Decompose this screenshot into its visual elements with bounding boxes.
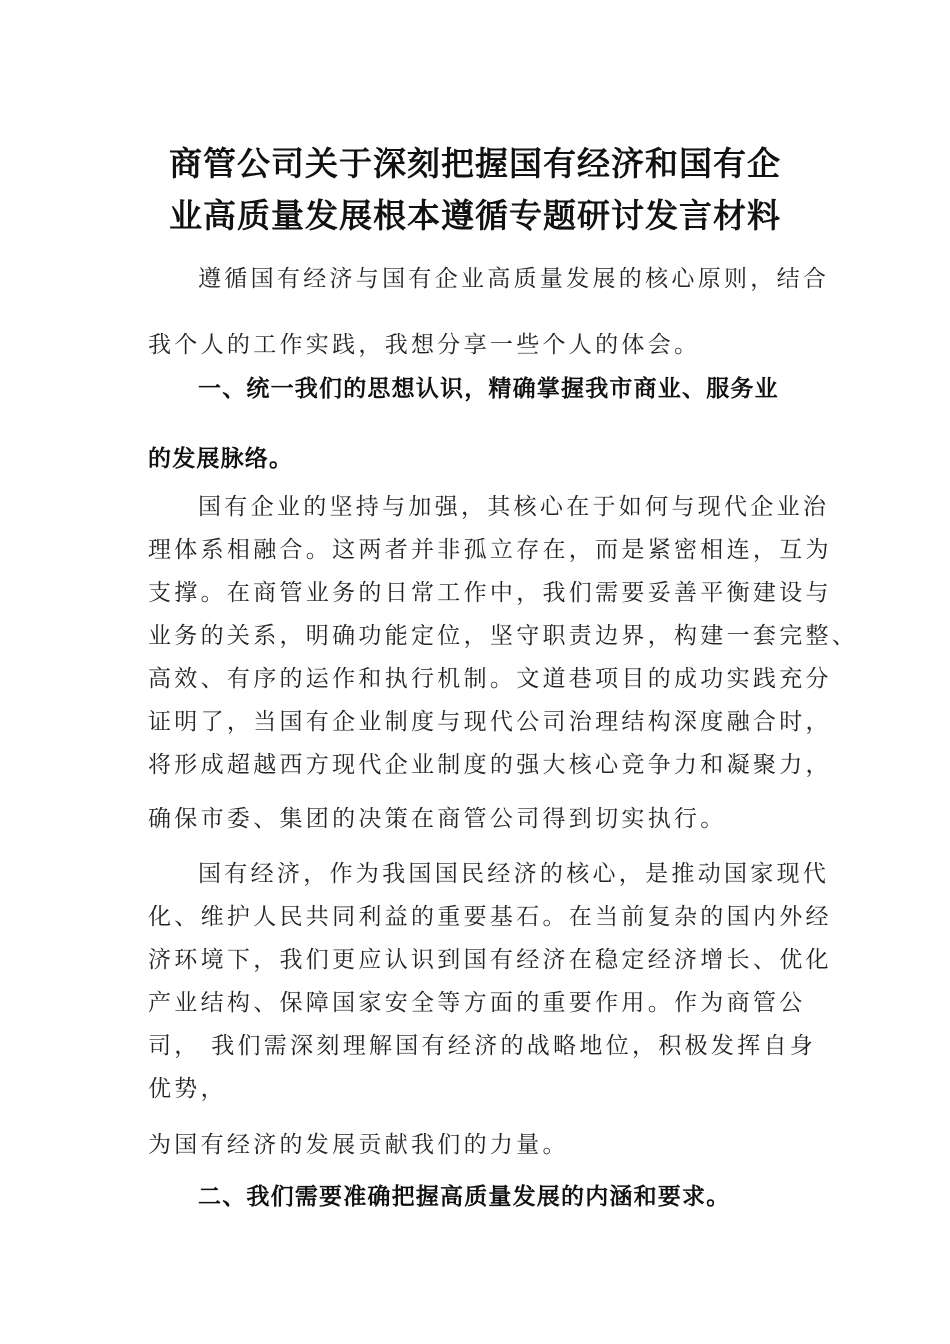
section-1-heading-line-1: 一、统一我们的思想认识，精确掌握我市商业、服务业 — [198, 376, 779, 402]
paragraph-1-line-8: 确保市委、集团的决策在商管公司得到切实执行。 — [148, 806, 727, 832]
paragraph-1-line-1: 国有企业的坚持与加强，其核心在于如何与现代企业治 — [198, 494, 830, 520]
paragraph-2-line-4: 产业结构、保障国家安全等方面的重要作用。作为商管公 — [148, 990, 806, 1016]
paragraph-2-line-5: 司， 我们需深刻理解国有经济的战略地位，积极发挥自身 — [148, 1033, 817, 1059]
document-title-line-1: 商管公司关于深刻把握国有经济和国有企 — [169, 144, 781, 183]
section-2-heading: 二、我们需要准确把握高质量发展的内涵和要求。 — [198, 1184, 731, 1210]
paragraph-1-line-5: 高效、有序的运作和执行机制。文道巷项目的成功实践充分 — [148, 666, 832, 692]
paragraph-2-line-7: 为国有经济的发展贡献我们的力量。 — [148, 1132, 569, 1158]
paragraph-2-line-6: 优势， — [148, 1076, 227, 1102]
intro-line-1: 遵循国有经济与国有企业高质量发展的核心原则，结合 — [198, 266, 830, 292]
paragraph-2-line-1: 国有经济，作为我国国民经济的核心，是推动国家现代 — [198, 861, 830, 887]
paragraph-2-line-2: 化、维护人民共同利益的重要基石。在当前复杂的国内外经 — [148, 904, 832, 930]
document-title-line-2: 业高质量发展根本遵循专题研讨发言材料 — [169, 196, 781, 235]
paragraph-1-line-7: 将形成超越西方现代企业制度的强大核心竞争力和凝聚力， — [148, 752, 832, 778]
paragraph-1-line-3: 支撑。在商管业务的日常工作中，我们需要妥善平衡建设与 — [148, 580, 832, 606]
paragraph-2-line-3: 济环境下，我们更应认识到国有经济在稳定经济增长、优化 — [148, 947, 832, 973]
section-1-heading-line-2: 的发展脉络。 — [148, 446, 294, 472]
paragraph-1-line-4: 业务的关系，明确功能定位，坚守职责边界，构建一套完整、 — [148, 623, 859, 649]
intro-line-2: 我个人的工作实践，我想分享一些个人的体会。 — [148, 332, 701, 358]
paragraph-1-line-6: 证明了，当国有企业制度与现代公司治理结构深度融合时， — [148, 709, 832, 735]
paragraph-1-line-2: 理体系相融合。这两者并非孤立存在，而是紧密相连，互为 — [148, 537, 832, 563]
